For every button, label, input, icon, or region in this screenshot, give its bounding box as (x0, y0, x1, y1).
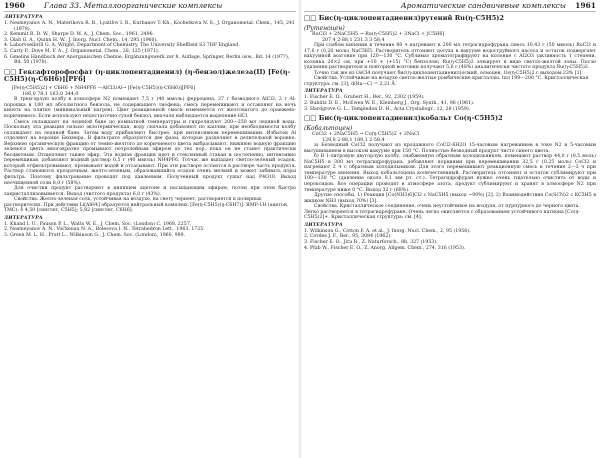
reference-item: 2. Bublitz D. E., McEwen W. E., Kleinberg J., Org. Synth., 41, 96 (1961). (304, 100, 475, 106)
procedure-paragraph: Смесь охлаждают на ледяной бане до комнатной температуры и гидролизуют 200—250 мл ледяной воды. Поскольку эта реакция сильно экзотермическая, воду сначала добавляют по каплям, при необходимости колбу охлаждают на ледяной бане. Затем воду прибавляют быстрее, при интенсивном перемешивании. Избыток Al отделяют на воронке Бюхнера. В фильтрате образуются две фазы, которые разделяют в делительной воронке. Верхнюю органическую фракцию от темно-желтого до коричневого цвета выбрасывают, нижнюю водную фракцию зеленого цвета многократно промывают петролейным эфиром до тех пор, пока он не станет практически бесцветным. Отщепляют также эфир. Эта водная фракция идет в стеклянный стакан и постепенно, интенсивно перемешивая, добавляют водный раствор 6,5 г (40 ммоль) NH4PF6. Тотчас же выпадает светло-зеленый осадок, который отфильтровывают, промывают водой и отсасывают. При эти растворе остаются в растворе часть продукта. Раствор становится прозрачным, желто-зеленым, образовавшийся осадок очень мелкий и может забивать поры фильтра. Поэтому фильтрование проводят под давлением. Полученный продукт сушат над P4O10. Выход неочищенной соли 8,0 г (58%). (4, 119, 296, 186)
left-page (4, 0, 296, 458)
reference-list (304, 229, 596, 251)
section-title: □□ Гексафторофосфат (η-циклопентадиенил) (η-бензол)железа(II) [Fe(η-C5H5)(η-C6H6)][PF6] (4, 67, 291, 84)
section-title: □□ Бис(η-циклопентадиенил)кобальт Co(η-C5H5)2 (304, 114, 503, 123)
reference-item: 6. Gmelins Handbuch der Anorganischen Chemie, Ergänzungswerk zur 8. Auflage, Springer, Berlin usw., Bd. 14 (1977), Bd. 50 (1978). (4, 54, 290, 66)
reference-item: 1. Fischer E. O., Grubert H., Ber., 92, 2302 (1959). (304, 95, 425, 101)
reference-item: 4. Pfab W., Fischer E. O., Z. Anorg. Allgem. Chem., 274, 316 (1953). (304, 245, 466, 251)
literature-label: ЛИТЕРАТУРА (304, 89, 343, 95)
page-number-right: 1961 (575, 1, 596, 10)
procedure-paragraph: а) Безводный CoCl2 получают из продажного CoCl2·6H2O 15-часовым нагреванием в токе N2 и 5-часовым высушиванием в высоком вакууме при 150 °С. Полностью безводный продукт чисто синего цвета. (304, 143, 596, 154)
reference-item: 1. Nesmeyanov A. N., Materikova R. B., Lyatifov I. R., Kurbanov T. Kh., Kochetkova N. S., J. Organometal. Chem., 145, 241 (1978). (4, 21, 295, 32)
procedure-paragraph: В трехгорлую колбу в атмосфере N2 помещают 7,5 г (40 ммоль) ферроцена, 27 г безводного AlCl3, 2 г Al-порошка и 100 мл абсолютного бензола, не содержащего тиофена; смесь перемешивают и оставляют на ночь кипеть на плитке (минимальный нагрев). Цвет реакционной смеси изменяется от желтоватого до оранжево-коричневого. Если используют недостаточно сухой бензол, вначале наблюдается выделение HCl. (4, 97, 296, 119)
literature-label: ЛИТЕРАТУРА (4, 15, 43, 20)
reference-list-top (4, 21, 296, 66)
molar-masses: 186,0 78,1 163,0 344,0 (22, 91, 79, 97)
properties-paragraph: Свойства. Кристаллическое соединение, очень неустойчивое на воздухе, от пурпурного до черного цвета. Легко растворяется в тетрагидрофуране. Очень легко окисляется с образованием устойчивого катиона [Co(η-C5H5)2]+. Кристаллическая структура: см. [4]. (304, 204, 580, 221)
reference-item: 5. Carty P., Dove M. F. A., J. Organometal. Chem., 28, 125 (1971). (4, 48, 160, 54)
literature-label: ЛИТЕРАТУРА (304, 222, 343, 228)
properties-paragraph: Свойства. Устойчивые на воздухе светло-желтые ромбические кристаллы. tпл 199—200 °С. Кристаллическая структура: см. [3]; d(Ru—C) = 2,21 Å. (304, 76, 589, 87)
reference-item: 2. Cordes J. F., Ber., 95, 3084 (1962). (304, 234, 392, 240)
reaction-equation: CoCl2 + 2NaC5H5 → Co(η-C5H5)2 + 2NaCl (312, 131, 420, 137)
properties-paragraph: Свойства. Желто-зеленая соль, устойчивая на воздухе, на свету чернеет, растворяется в полярных растворителях. При действии Li[AlH4] образуется нейтральный комплекс [Fe(η-C5H5)(η-C6H7)]. ЯМР-1H (ацетон, ТМС): δ 4,58 [синглет, C5H5]; 5,82 [синглет, C6H6]. (4, 197, 289, 214)
reference-item: 2. Kemmit R. D. W., Sharpe D. W. A., J. Chem. Soc., 1961, 2496. (4, 32, 155, 38)
reference-item: 4. Laborvoelbrill G. A. Wright, Department of Chemistry, The University Sheffield S3 7HF England. (4, 43, 240, 49)
reference-item: 3. Hardgrove G. L., Templedon D. H., Acta Crystallogr., 12, 28 (1959). (304, 106, 471, 112)
molar-masses: 129,8 2·88,1 189,1 2·58,4 (322, 137, 385, 143)
procedure-paragraph: б) В 1-литровую двугорлую колбу, снабженную обратным холодильником, помещают раствор 44,0 г (0,5 моль) NaC5H5 в 300 мл тетрагидрофурана, добавляют порциями при перемешивании 32,5 г (0,25 моль) CoCl2 и нагревают 2 ч с обратным холодильником. Для этого перемешивают реакционную смесь в течение 2—3 ч при температуре кипения. Выход кобальтоцена количественный. Растворитель отгоняют и остаток сублимируют при 100—130 °С (давление около 0,1 мм рт. ст.). Тетрагидрофуран нужно очень тщательно очистить от воды и пероксидов. Все операции проводят в атмосфере азота, продукт сублимируют и хранят в атмосфере N2 при температуре ниже 0 °С. Выход 32 г (68%). (304, 154, 596, 193)
reaction-equation: [Fe(η-C5H5)2] + C6H6 + NH4PF6 —AlCl3/Al→ [Fe(η-C5H5)(η-C6H6)][PF6] (12, 85, 196, 91)
reference-item: 1. Khand I. U., Pauson P. L., Watts W. E., J. Chem. Soc. (London) C, 1968, 2257. (4, 221, 192, 227)
running-header-left (4, 0, 296, 12)
procedure-paragraph: Другие способы. 1) Реакция [Co(NH3)6]Cl2 с NaC5H5 (выход ~90%) [2]. 2) Взаимодействие Co(SCN)2 с KC5H5 в жидком NH3 (выход 70%) [3]. (304, 193, 596, 204)
section-subtitle: (Рутеноцен) (304, 24, 345, 32)
section-title: □□ Бис(η-циклопентадиенил)рутений Ru(η-C5H5)2 (304, 14, 504, 22)
reference-item: 3. Fischer E. O., Jira R., Z. Naturforsch., 8b, 327 (1953). (304, 240, 438, 245)
procedure-paragraph: При слабом кипении в течение 80 ч нагревают в 200 мл тетрагидрофурана смесь 10,43 г (50 ммоль) RuCl3 и 17,6 г (0,20 моль) NaC5H5. Растворитель отгоняют досуха в вакууме водоструйного насоса и остаток подвергают вакуумной возгонке при 120—130 °С. Сублимат хроматографируют на колонке с Al2O3 (активность 1 степени, колонка 20×2 см, при +10 + (+15) °С) бензолом; Ru(η-C5H5)2 элюирует в виде светло-желтой зоны. После удаления растворителя и повторной возгонки получают 5,6 г (48%) аналитически чистого продукта Ru(η-C5H5)2. (304, 43, 596, 71)
reaction-equation: RuCl3 + 2NaC5H5 → Ru(η-C5H5)2 + 3NaCl + [C5H6] (312, 31, 445, 37)
section-subtitle: (Кобальтоцен) (304, 124, 353, 132)
running-header-right (304, 0, 596, 12)
reference-item: 1. Wilkinson G., Cotton F. A. et al., J. Inorg. Nucl. Chem., 2, 95 (1956). (304, 228, 471, 234)
running-title-right: Ароматические сандвичевые комплексы (400, 1, 566, 10)
reference-list-bottom (4, 222, 296, 239)
procedure-paragraph: Для очистки продукт растворяют в кипящем ацетоне и насыщающим эфиром, потом при этом быстро закристаллизовывается. Выход (чистого продукта) 6,0 г (43%). (4, 186, 296, 197)
reference-item: 3. Olah G. A., Quinn H. W., J. Inorg. Nucl. Chem., 14, 295 (1960). (4, 37, 158, 43)
literature-label: ЛИТЕРАТУРА (4, 215, 43, 221)
reference-item: 3. Green M. L. H., Pratt L., Wilkinson G., J. Chem. Soc. (London), 1960, 989. (4, 233, 186, 239)
procedure-paragraph: Точно так же из OsCl4 получают бис(η-циклопентадиенил)осмий, осмоцен, Os(η-C5H5)2 с выходом 23% [1]. (314, 70, 583, 76)
right-page (304, 0, 596, 458)
reference-list (304, 95, 596, 112)
running-title-left: Глава 33. Металлоорганические комплексы (44, 1, 223, 10)
page-number-left: 1960 (4, 1, 25, 10)
book-gutter (298, 0, 302, 458)
molar-masses: 207,4 2·88,1 231,3 3·58,4 (322, 37, 385, 43)
reference-item: 2. Nesmeyanov A. N., Vol'kenau N. A., Bolesova I. N., Tetrahedron Lett., 1963, 1725. (4, 227, 205, 233)
